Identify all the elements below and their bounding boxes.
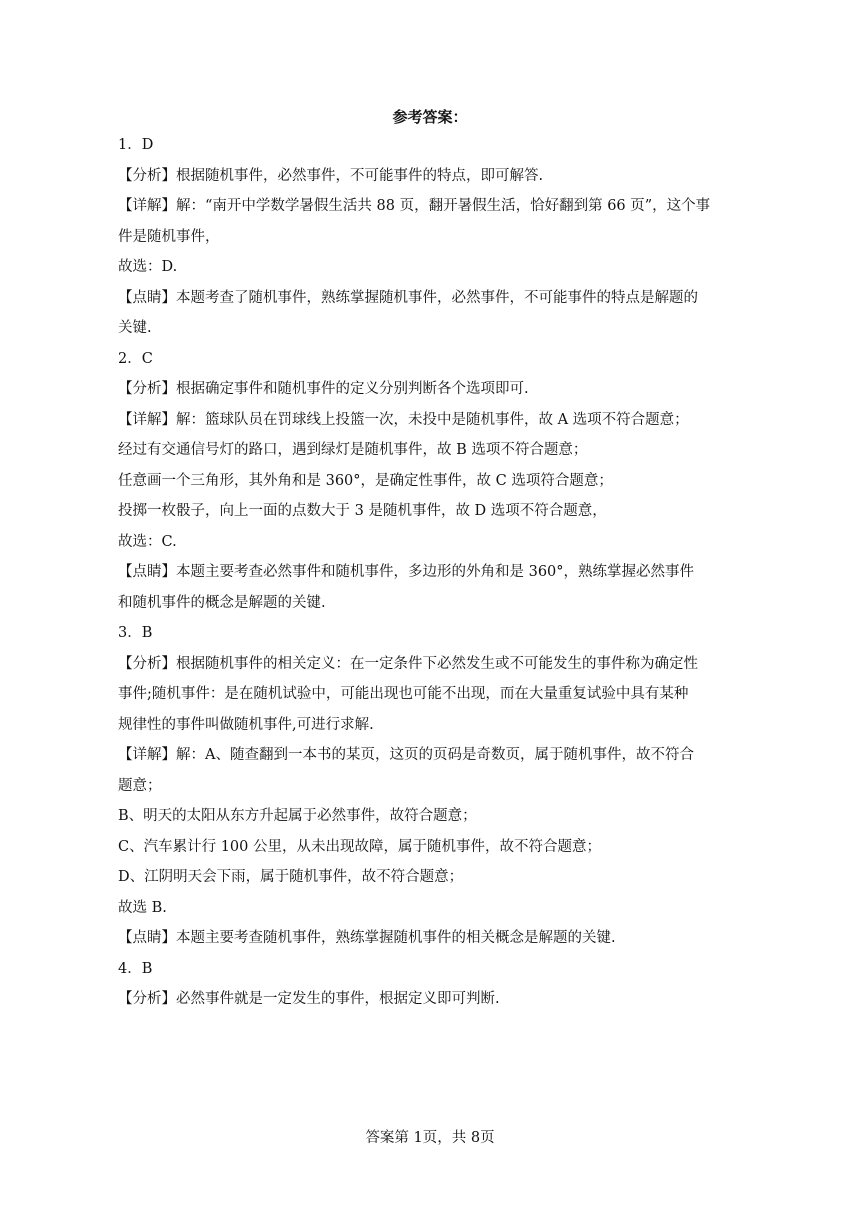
text-line: D、江阴明天会下雨，属于随机事件，故不符合题意； [118, 869, 464, 885]
text-line: C、汽车累计行 100 公里，从未出现故障，属于随机事件，故不符合题意； [118, 838, 601, 855]
text-line: 任意画一个三角形，其外角和是 360°，是确定性事件，故 C 选项符合题意； [118, 472, 613, 489]
text-line: 规律性的事件叫做随机事件,可进行求解. [118, 716, 374, 733]
text-line: 【分析】必然事件就是一定发生的事件，根据定义即可判断. [118, 991, 500, 1007]
text-line: 4．B [118, 960, 153, 977]
text-line: 【详解】解：“南开中学数学暑假生活共 88 页，翻开暑假生活，恰好翻到第 66 页”，这个事 [118, 198, 711, 214]
text-line: 1．D [118, 137, 154, 153]
page-title: 参考答案： [392, 108, 468, 126]
text-line: 故选：C. [118, 533, 177, 550]
text-line: 【分析】根据随机事件，必然事件，不可能事件的特点，即可解答. [118, 167, 544, 184]
page-footer: 答案第 1页，共 8页 [365, 1130, 495, 1146]
text-line: 经过有交通信号灯的路口，遇到绿灯是随机事件，故 B 选项不符合题意； [118, 442, 588, 458]
text-line: 【分析】根据确定事件和随机事件的定义分别判断各个选项即可. [118, 381, 529, 397]
text-line: 和随机事件的概念是解题的关键. [118, 594, 326, 611]
text-line: 【详解】解：A、随查翻到一本书的某页，这页的页码是奇数页，属于随机事件，故不符合 [118, 747, 694, 763]
answer-body [118, 130, 738, 1015]
text-line: 【点睛】本题主要考查必然事件和随机事件，多边形的外角和是 360°，熟练掌握必然事件 [118, 564, 695, 580]
text-line: 件是随机事件， [118, 228, 220, 245]
text-line: 【点睛】本题考查了随机事件，熟练掌握随机事件，必然事件，不可能事件的特点是解题的 [118, 289, 698, 306]
text-line: 投掷一枚骰子，向上一面的点数大于 3 是随机事件，故 D 选项不符合题意， [118, 503, 607, 519]
text-line: 故选 B. [118, 899, 167, 916]
text-line: 事件;随机事件：是在随机试验中，可能出现也可能不出现，而在大量重复试验中具有某种 [118, 686, 689, 702]
text-line: 2．C [118, 350, 153, 367]
text-line: 【详解】解：篮球队员在罚球线上投篮一次，未投中是随机事件，故 A 选项不符合题意； [118, 411, 689, 428]
text-line: 故选：D. [118, 259, 178, 275]
text-line: 【分析】根据随机事件的相关定义：在一定条件下必然发生或不可能发生的事件称为确定性 [118, 655, 698, 672]
text-line: 题意； [118, 777, 162, 794]
text-line: B、明天的太阳从东方升起属于必然事件，故符合题意； [118, 808, 477, 824]
text-line: 关键. [118, 320, 152, 336]
text-line: 3．B [118, 625, 153, 641]
text-line: 【点睛】本题主要考查随机事件，熟练掌握随机事件的相关概念是解题的关键. [118, 930, 616, 946]
